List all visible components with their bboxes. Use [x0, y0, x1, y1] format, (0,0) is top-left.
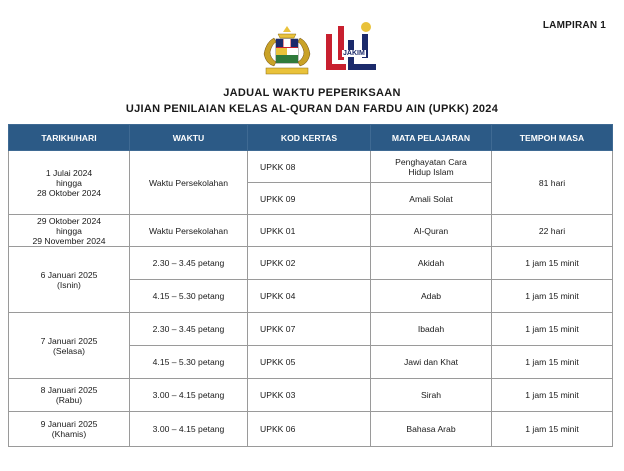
- subject-cell: Ibadah: [371, 313, 492, 346]
- title-line-1: JADUAL WAKTU PEPERIKSAAN: [223, 87, 401, 99]
- column-header-tarikh: TARIKH/HARI: [9, 125, 130, 151]
- date-cell: 1 Julai 2024 hingga 28 Oktober 2024: [9, 151, 130, 215]
- subject-cell: Jawi dan Khat: [371, 346, 492, 379]
- tempoh-cell: 81 hari: [492, 151, 613, 215]
- waktu-cell: 4.15 – 5.30 petang: [130, 346, 248, 379]
- date-cell: 29 Oktober 2024 hingga 29 November 2024: [9, 215, 130, 247]
- table-row: [9, 247, 613, 280]
- waktu-cell: 3.00 – 4.15 petang: [130, 379, 248, 412]
- kod-cell: UPKK 02: [248, 247, 371, 280]
- subject-cell: Bahasa Arab: [371, 412, 492, 447]
- malaysia-coat-of-arms-icon: [256, 24, 318, 78]
- exam-schedule-table: [8, 124, 613, 447]
- date-cell: 9 Januari 2025 (Khamis): [9, 412, 130, 447]
- table-row: [9, 215, 613, 247]
- column-header-waktu: WAKTU: [130, 125, 248, 151]
- subject-cell: Amali Solat: [371, 183, 492, 215]
- kod-cell: UPKK 09: [248, 183, 371, 215]
- tempoh-cell: 1 jam 15 minit: [492, 247, 613, 280]
- jakim-logo-text: JAKIM: [343, 50, 365, 57]
- kod-cell: UPKK 06: [248, 412, 371, 447]
- document-title: [0, 85, 624, 117]
- tempoh-cell: 22 hari: [492, 215, 613, 247]
- table-header-row: [9, 125, 613, 151]
- waktu-cell: 2.30 – 3.45 petang: [130, 313, 248, 346]
- column-header-mata-pelajaran: MATA PELAJARAN: [371, 125, 492, 151]
- tempoh-cell: 1 jam 15 minit: [492, 412, 613, 447]
- lampiran-label: LAMPIRAN 1: [542, 20, 606, 31]
- tempoh-cell: 1 jam 15 minit: [492, 280, 613, 313]
- date-cell: 6 Januari 2025 (Isnin): [9, 247, 130, 313]
- waktu-cell: 4.15 – 5.30 petang: [130, 280, 248, 313]
- subject-cell: Adab: [371, 280, 492, 313]
- tempoh-cell: 1 jam 15 minit: [492, 313, 613, 346]
- column-header-tempoh: TEMPOH MASA: [492, 125, 613, 151]
- kod-cell: UPKK 03: [248, 379, 371, 412]
- date-cell: 8 Januari 2025 (Rabu): [9, 379, 130, 412]
- kod-cell: UPKK 08: [248, 151, 371, 183]
- table-row: [9, 412, 613, 447]
- jakim-logo-icon: [322, 20, 380, 78]
- subject-cell: Penghayatan Cara Hidup Islam: [371, 151, 492, 183]
- tempoh-cell: 1 jam 15 minit: [492, 346, 613, 379]
- subject-cell: Akidah: [371, 247, 492, 280]
- subject-cell: Al-Quran: [371, 215, 492, 247]
- kod-cell: UPKK 04: [248, 280, 371, 313]
- table-row: [9, 379, 613, 412]
- waktu-cell: Waktu Persekolahan: [130, 151, 248, 215]
- logo-area: [0, 20, 624, 78]
- kod-cell: UPKK 01: [248, 215, 371, 247]
- date-cell: 7 Januari 2025 (Selasa): [9, 313, 130, 379]
- table-row: [9, 151, 613, 183]
- waktu-cell: 2.30 – 3.45 petang: [130, 247, 248, 280]
- column-header-kod: KOD KERTAS: [248, 125, 371, 151]
- subject-cell: Sirah: [371, 379, 492, 412]
- kod-cell: UPKK 05: [248, 346, 371, 379]
- waktu-cell: 3.00 – 4.15 petang: [130, 412, 248, 447]
- waktu-cell: Waktu Persekolahan: [130, 215, 248, 247]
- kod-cell: UPKK 07: [248, 313, 371, 346]
- table-row: [9, 313, 613, 346]
- tempoh-cell: 1 jam 15 minit: [492, 379, 613, 412]
- title-line-2: UJIAN PENILAIAN KELAS AL-QURAN DAN FARDU AIN (UPKK) 2024: [125, 103, 499, 115]
